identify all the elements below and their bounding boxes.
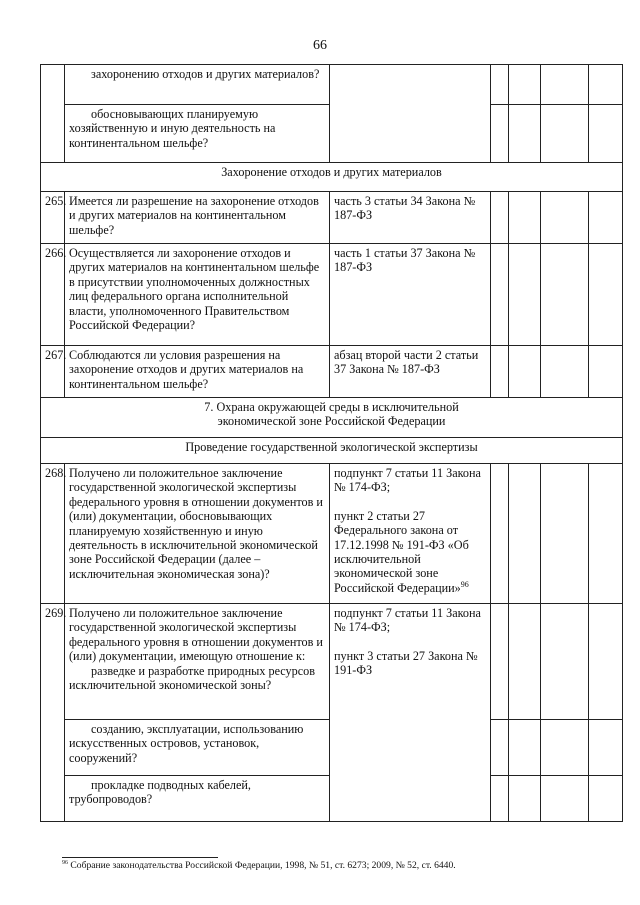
sub-question: прокладке подводных кабелей, трубопроводов? [65,776,330,822]
reference-cell: часть 3 статьи 34 Закона № 187-ФЗ [330,192,491,244]
answer-cell [491,464,509,604]
answer-cell [491,720,509,776]
answer-cell [509,604,541,720]
answer-cell [509,720,541,776]
item-number: 267. [41,346,65,398]
answer-cell [589,244,623,346]
answer-cell [541,105,589,163]
table-row [41,464,623,604]
table-row [41,192,623,244]
chapter-heading-line: экономической зоне Российской Федерации [217,414,446,429]
answer-cell [589,192,623,244]
answer-cell [491,192,509,244]
checklist-table [40,64,623,822]
item-number: 269. [41,604,65,822]
item-number: 268. [41,464,65,604]
table-row [41,346,623,398]
answer-cell [491,776,509,822]
chapter-heading-line: 7. Охрана окружающей среды в исключительной [204,400,459,414]
reference-text: пункт 3 статьи 27 Закона № 191-ФЗ [334,648,478,678]
answer-cell [491,346,509,398]
page-number: 66 [313,38,327,53]
reference-cell [330,464,491,604]
answer-cell [509,244,541,346]
answer-cell [491,604,509,720]
question-cell: Имеется ли разрешение на захоронение отходов и других материалов на континентальном шельфе? [65,192,330,244]
reference-text: подпункт 7 статьи 11 Закона № 174-ФЗ; [334,466,481,495]
chapter-row [41,398,623,438]
answer-cell [541,192,589,244]
answer-cell [541,244,589,346]
answer-cell [541,464,589,604]
footnote [62,860,622,871]
chapter-heading [41,398,623,438]
number-cell [41,65,65,163]
sub-question: разведке и разработке природных ресурсов исключительной экономической зоны? [69,663,315,693]
answer-cell [491,65,509,105]
table-row [41,604,623,720]
section-row [41,438,623,464]
answer-cell [509,65,541,105]
answer-cell [589,346,623,398]
answer-cell [541,776,589,822]
reference-text: пункт 2 статьи 27 Федерального закона от 17.12.1998 № 191-ФЗ «Об исключительной экономической зоне Российской Федерации»$^{96}$ [334,508,469,595]
section-heading: Проведение государственной экологической экспертизы [41,438,623,464]
footnote-marker: 96 [460,579,469,589]
answer-cell [509,776,541,822]
answer-cell [589,720,623,776]
table-row [41,244,623,346]
answer-cell [541,346,589,398]
item-number: 265. [41,192,65,244]
section-row [41,163,623,192]
question-cell: Получено ли положительное заключение государственной экологической экспертизы федерального уровня в отношении документов и (или) документации, обосновывающих планируемую хозяйственную и иную деятельность в исключительной экономической зоне Российской Федерации (далее – исключительная экономическая зона)? [65,464,330,604]
question-cell: Получено ли положительное заключение государственной экологической экспертизы федерального уровня в отношении документов и (или) документации, имеющую отношение к: разведке и разработке природных ресурсов исключительной экономической зоны? [65,604,330,720]
question-cell: Соблюдаются ли условия разрешения на захоронение отходов и других материалов на континентальном шельфе? [65,346,330,398]
reference-cell: часть 1 статьи 37 Закона № 187-ФЗ [330,244,491,346]
table-row [41,65,623,105]
footnote-divider [62,857,218,858]
answer-cell [509,105,541,163]
reference-cell: абзац второй части 2 статьи 37 Закона № 187-ФЗ [330,346,491,398]
answer-cell [509,346,541,398]
answer-cell [491,105,509,163]
answer-cell [589,604,623,720]
reference-text: подпункт 7 статьи 11 Закона № 174-ФЗ; [334,606,481,635]
answer-cell [541,720,589,776]
answer-cell [491,244,509,346]
answer-cell [541,604,589,720]
sub-question: созданию, эксплуатации, использованию искусственных островов, установок, сооружений? [65,720,330,776]
question-cell: захоронению отходов и других материалов? [65,65,330,105]
answer-cell [509,192,541,244]
answer-cell [589,464,623,604]
reference-cell [330,604,491,822]
footnote-text: Собрание законодательства Российской Федерации, 1998, № 51, ст. 6273; 2009, № 52, ст. 6440. [70,860,456,871]
question-cell: Осуществляется ли захоронение отходов и других материалов на континентальном шельфе в присутствии уполномоченных должностных лиц федерального органа исполнительной власти, уполномоченного Правительством Российской Федерации? [65,244,330,346]
item-number: 266. [41,244,65,346]
footnote-number: 96 [62,859,68,866]
reference-cell [330,65,491,163]
answer-cell [589,105,623,163]
answer-cell [589,65,623,105]
section-heading: Захоронение отходов и других материалов [41,163,623,192]
answer-cell [589,776,623,822]
question-cell: обосновывающих планируемую хозяйственную и иную деятельность на континентальном шельфе? [65,105,330,163]
answer-cell [509,464,541,604]
answer-cell [541,65,589,105]
